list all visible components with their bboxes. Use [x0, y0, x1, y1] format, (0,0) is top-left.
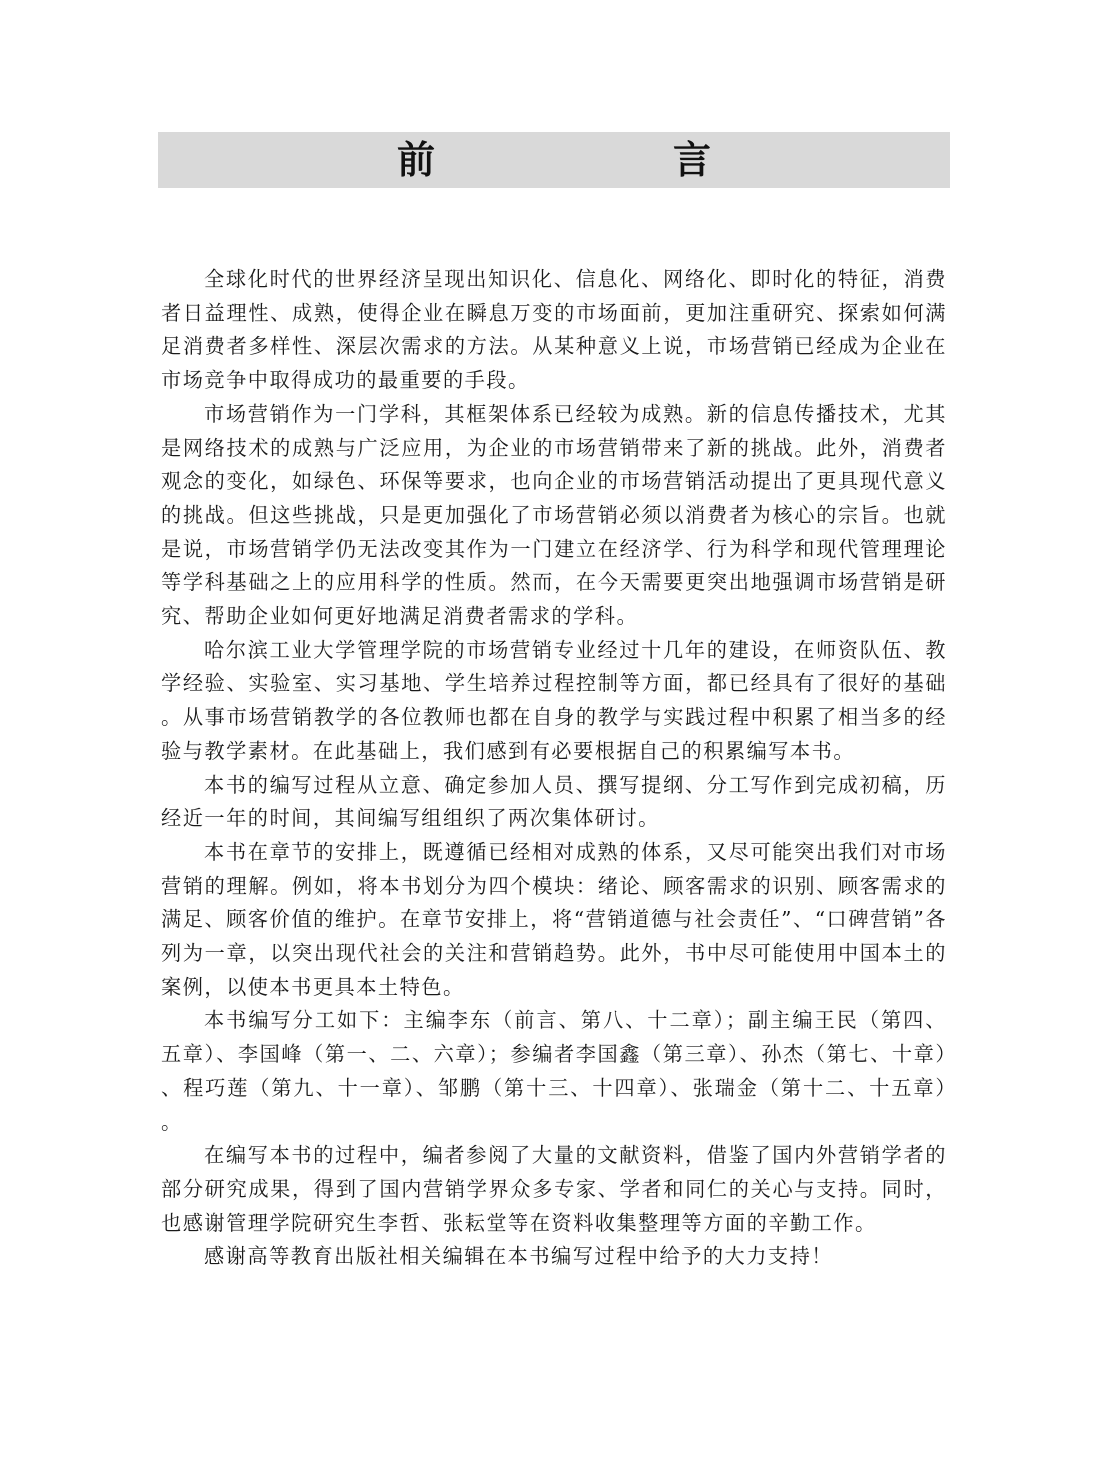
paragraph: 在编写本书的过程中，编者参阅了大量的文献资料，借鉴了国内外营销学者的部分研究成果，得到了国内营销学界众多专家、学者和同仁的关心与支持。同时，也感谢管理学院研究生李哲、张耘堂等在资料收集整理等方面的辛勤工作。 [161, 1143, 947, 1235]
paragraph: 市场营销作为一门学科，其框架体系已经较为成熟。新的信息传播技术，尤其是网络技术的成熟与广泛应用，为企业的市场营销带来了新的挑战。此外，消费者观念的变化，如绿色、环保等要求，也向企业的市场营销活动提出了更具现代意义的挑战。但这些挑战，只是更加强化了市场营销必须以消费者为核心的宗旨。也就是说，市场营销学仍无法改变其作为一门建立在经济学、行为科学和现代管理理论等学科基础之上的应用科学的性质。然而，在今天需要更突出地强调市场营销是研究、帮助企业如何更好地满足消费者需求的学科。 [161, 401, 947, 629]
preface-body [161, 263, 947, 1274]
paragraph: 感谢高等教育出版社相关编辑在本书编写过程中给予的大力支持！ [204, 1244, 833, 1269]
paragraph: 本书的编写过程从立意、确定参加人员、撰写提纲、分工写作到完成初稿，历经近一年的时间，其间编写组组织了两次集体研讨。 [161, 772, 947, 831]
paragraph: 全球化时代的世界经济呈现出知识化、信息化、网络化、即时化的特征，消费者日益理性、成熟，使得企业在瞬息万变的市场面前，更加注重研究、探索如何满足消费者多样性、深层次需求的方法。从某种意义上说，市场营销已经成为企业在市场竞争中取得成功的最重要的手段。 [161, 267, 947, 393]
paragraph: 本书在章节的安排上，既遵循已经相对成熟的体系，又尽可能突出我们对市场营销的理解。例如，将本书划分为四个模块：绪论、顾客需求的识别、顾客需求的满足、顾客价值的维护。在章节安排上，将“营销道德与社会责任”、“口碑营销”各列为一章，以突出现代社会的关注和营销趋势。此外，书中尽可能使用中国本土的案例，以使本书更具本土特色。 [161, 839, 947, 999]
paragraph: 哈尔滨工业大学管理学院的市场营销专业经过十几年的建设，在师资队伍、教学经验、实验室、实习基地、学生培养过程控制等方面，都已经具有了很好的基础。从事市场营销教学的各位教师也都在自身的教学与实践过程中积累了相当多的经验与教学素材。在此基础上，我们感到有必要根据自己的积累编写本书。 [161, 637, 947, 763]
title-banner [158, 132, 950, 188]
page-title: 前 言 [396, 138, 811, 182]
paragraph: 本书编写分工如下：主编李东（前言、第八、十二章）；副主编王民（第四、五章）、李国峰（第一、二、六章）；参编者李国鑫（第三章）、孙杰（第七、十章）、程巧莲（第九、十一章）、邹鹏（第十三、十四章）、张瑞金（第十二、十五章）。 [161, 1008, 947, 1134]
